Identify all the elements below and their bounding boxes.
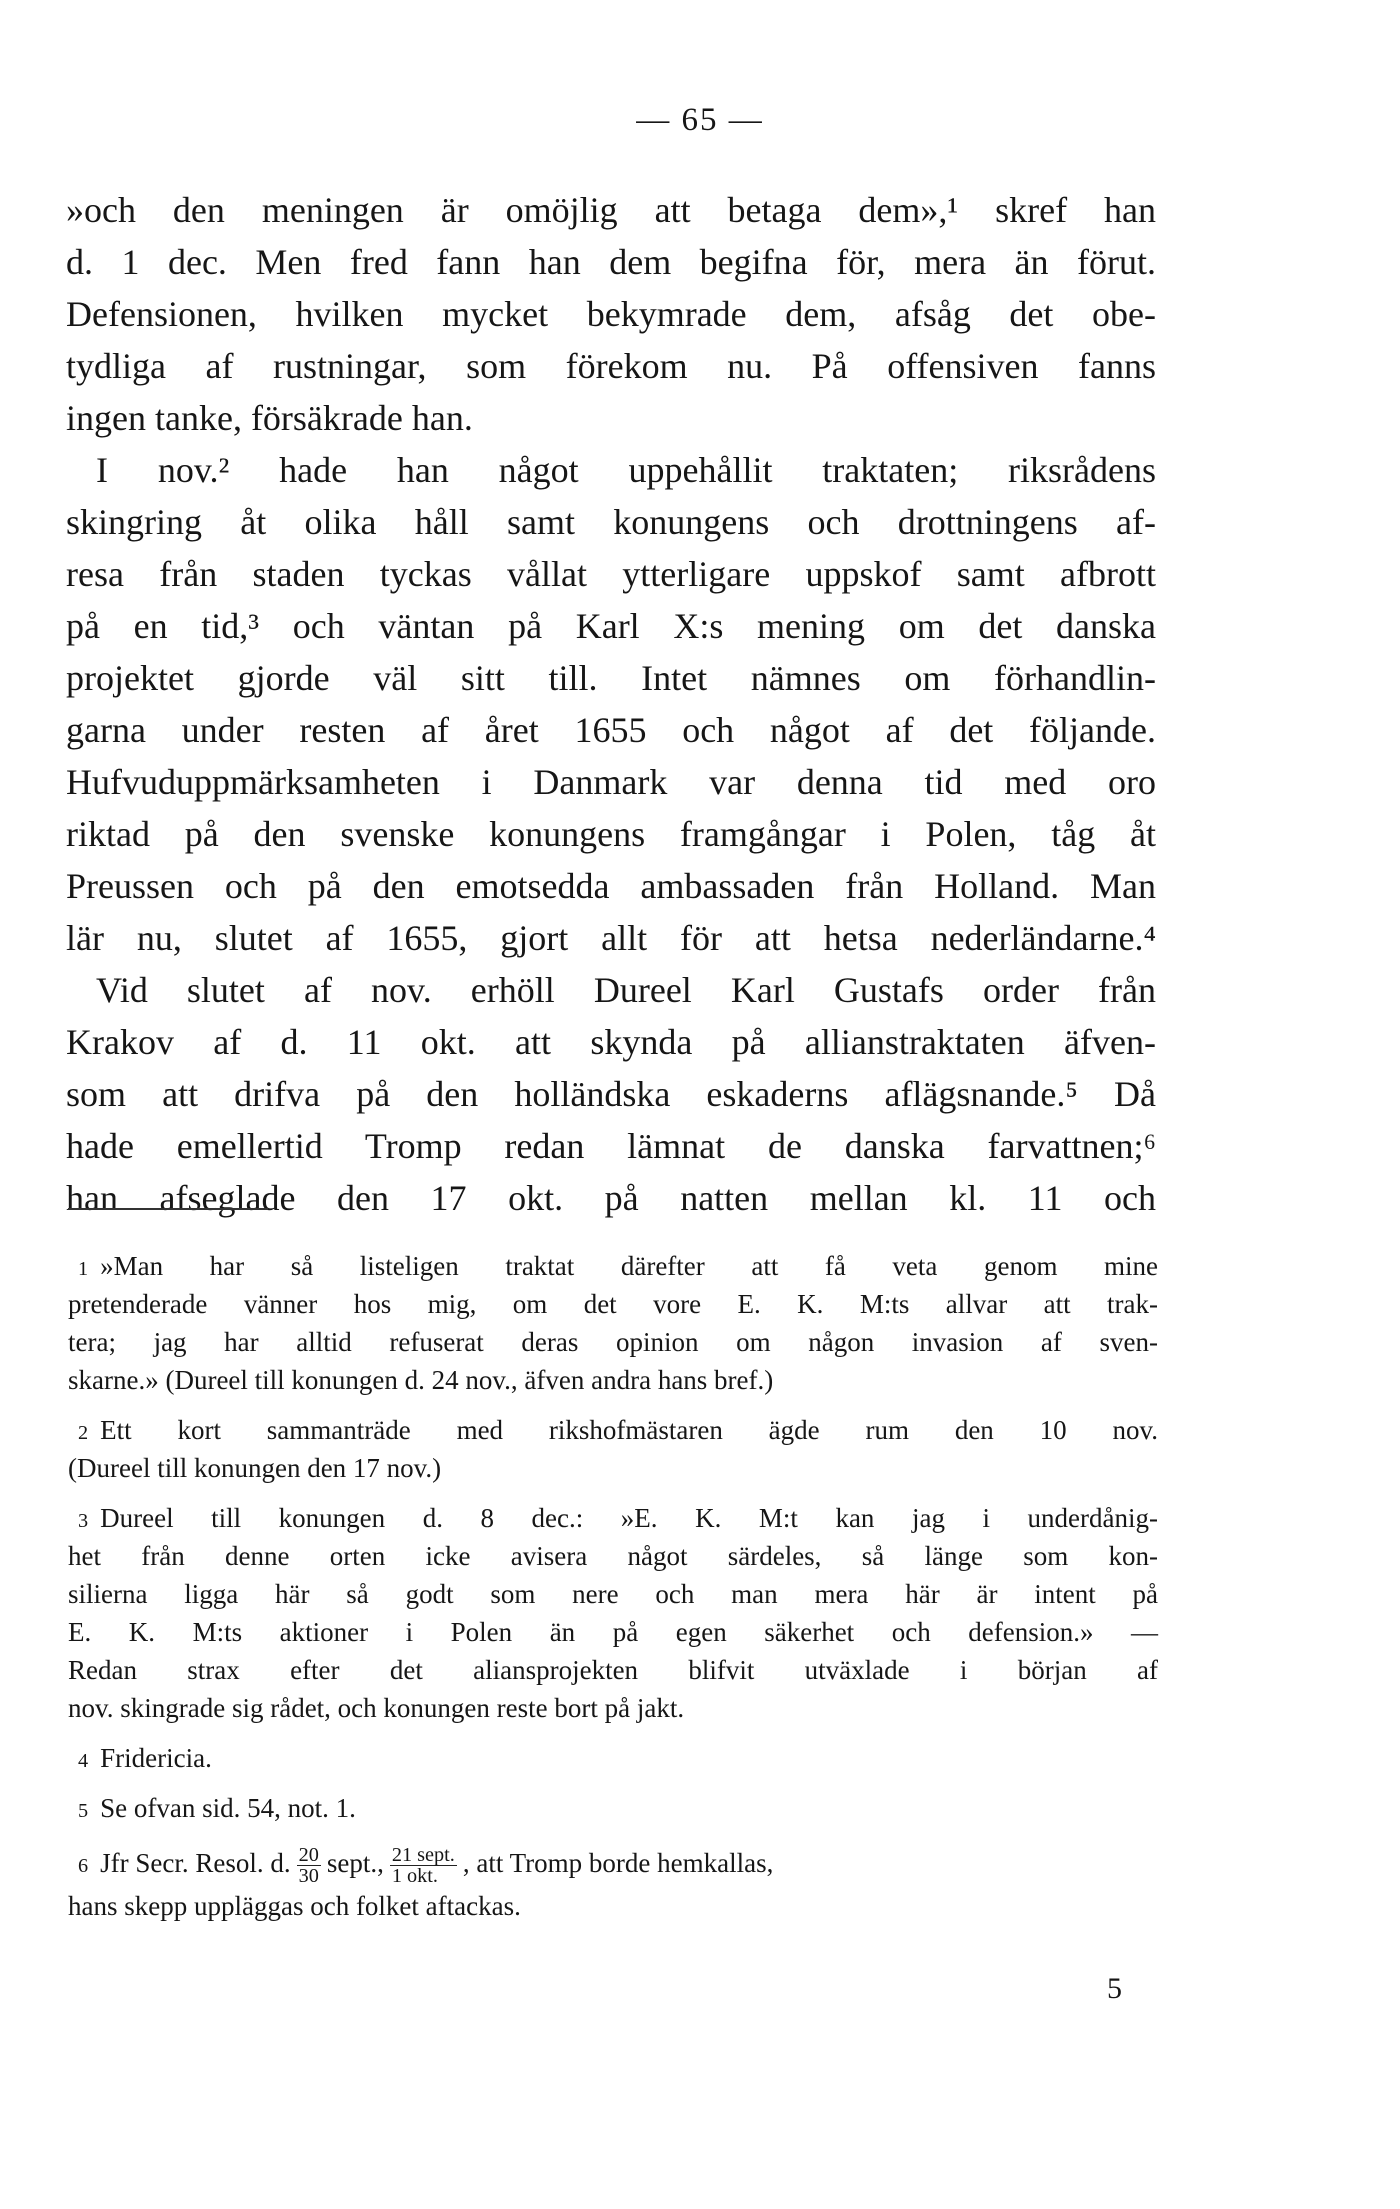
body-line: Hufvuduppmärksamheten i Danmark var denna tid med oro xyxy=(66,762,1156,802)
footnote-mark: 6 xyxy=(78,1855,89,1877)
body-line: Krakov af d. 11 okt. att skynda på allianstraktaten äfven- xyxy=(66,1022,1156,1062)
body-line: riktad på den svenske konungens framgångar i Polen, tåg åt xyxy=(66,814,1156,854)
body-line: d. 1 dec. Men fred fann han dem begifna för, mera än förut. xyxy=(66,242,1156,282)
footnote-text: sept., xyxy=(326,1848,384,1878)
footnote-line: het från denne orten icke avisera något särdeles, så länge som kon- xyxy=(68,1541,1158,1571)
fraction-denominator: 1 okt. xyxy=(391,1865,438,1888)
body-line: på en tid,³ och väntan på Karl X:s mening om det danska xyxy=(66,606,1156,646)
footnote-mark: 1 xyxy=(78,1258,89,1280)
body-line: hade emellertid Tromp redan lämnat de danska farvattnen;⁶ xyxy=(66,1126,1156,1166)
footnote-line xyxy=(68,1839,1158,1887)
body-line: Preussen och på den emotsedda ambassaden från Holland. Man xyxy=(66,866,1156,906)
footnote-line xyxy=(68,1247,1158,1285)
signature-mark: 5 xyxy=(1107,1972,1122,2005)
footnote-text: , att Tromp borde hemkallas, xyxy=(462,1848,774,1878)
body-line: garna under resten af året 1655 och något af det följande. xyxy=(66,710,1156,750)
footnote-line: skarne.» (Dureel till konungen d. 24 nov., äfven andra hans bref.) xyxy=(68,1365,774,1395)
fraction-dates xyxy=(390,1845,457,1887)
footnote-text: Ett kort sammanträde med rikshofmästaren ägde rum den 10 nov. xyxy=(100,1415,1158,1445)
fraction-days xyxy=(297,1845,321,1887)
footnote-6 xyxy=(68,1839,1158,1925)
body-line: skingring åt olika håll samt konungens och drottningens af- xyxy=(66,502,1156,542)
footnote-line xyxy=(68,1499,1158,1537)
body-line: han afseglade den 17 okt. på natten mellan kl. 11 och xyxy=(66,1178,1156,1218)
footnotes xyxy=(68,1247,1158,1937)
body-line: lär nu, slutet af 1655, gjort allt för att hetsa nederländarne.⁴ xyxy=(66,918,1156,958)
footnote-line: nov. skingrade sig rådet, och konungen reste bort på jakt. xyxy=(68,1693,685,1723)
body-text xyxy=(66,184,1156,1224)
body-line: I nov.² hade han något uppehållit traktaten; riksrådens xyxy=(96,450,1156,490)
footnote-text: Se ofvan sid. 54, not. 1. xyxy=(100,1793,356,1823)
body-line: Defensionen, hvilken mycket bekymrade dem, afsåg det obe- xyxy=(66,294,1156,334)
footnote-line xyxy=(68,1739,1158,1777)
footnote-divider xyxy=(68,1208,268,1210)
body-line: som att drifva på den holländska eskaderns aflägsnande.⁵ Då xyxy=(66,1074,1156,1114)
footnote-mark: 2 xyxy=(78,1422,89,1444)
body-line: »och den meningen är omöjlig att betaga dem»,¹ skref han xyxy=(66,190,1156,230)
footnote-line: hans skepp uppläggas och folket aftackas. xyxy=(68,1891,521,1921)
body-line: projektet gjorde väl sitt till. Intet nämnes om förhandlin- xyxy=(66,658,1156,698)
footnote-line: E. K. M:ts aktioner i Polen än på egen säkerhet och defension.» — xyxy=(68,1617,1158,1647)
footnote-4 xyxy=(68,1739,1158,1777)
footnote-text: Fridericia. xyxy=(100,1743,212,1773)
footnote-mark: 5 xyxy=(78,1800,89,1822)
body-line: Vid slutet af nov. erhöll Dureel Karl Gustafs order från xyxy=(96,970,1156,1010)
footnote-line: tera; jag har alltid refuserat deras opinion om någon invasion af sven- xyxy=(68,1327,1158,1357)
footnote-text: Jfr Secr. Resol. d. xyxy=(100,1848,291,1878)
footnote-2 xyxy=(68,1411,1158,1487)
fraction-numerator: 21 sept. xyxy=(391,1844,455,1867)
body-line: ingen tanke, försäkrade han. xyxy=(66,398,473,438)
fraction-numerator: 20 xyxy=(298,1844,319,1867)
footnote-line: Redan strax efter det aliansprojekten blifvit utväxlade i början af xyxy=(68,1655,1158,1685)
footnote-line xyxy=(68,1411,1158,1449)
fraction-denominator: 30 xyxy=(298,1865,319,1888)
body-line: resa från staden tyckas vållat ytterligare uppskof samt afbrott xyxy=(66,554,1156,594)
footnote-line: silierna ligga här så godt som nere och man mera här är intent på xyxy=(68,1579,1158,1609)
body-line: tydliga af rustningar, som förekom nu. På offensiven fanns xyxy=(66,346,1156,386)
footnote-1 xyxy=(68,1247,1158,1399)
footnote-line: (Dureel till konungen den 17 nov.) xyxy=(68,1453,442,1483)
footnote-line: pretenderade vänner hos mig, om det vore E. K. M:ts allvar att trak- xyxy=(68,1289,1158,1319)
footnote-mark: 4 xyxy=(78,1750,89,1772)
footnote-text: »Man har så listeligen traktat därefter att få veta genom mine xyxy=(100,1251,1158,1281)
footnote-line xyxy=(68,1789,1158,1827)
page-number: — 65 — xyxy=(636,102,764,138)
footnote-3 xyxy=(68,1499,1158,1727)
footnote-mark: 3 xyxy=(78,1510,89,1532)
footnote-text: Dureel till konungen d. 8 dec.: »E. K. M:t kan jag i underdånig- xyxy=(100,1503,1158,1533)
footnote-5 xyxy=(68,1789,1158,1827)
